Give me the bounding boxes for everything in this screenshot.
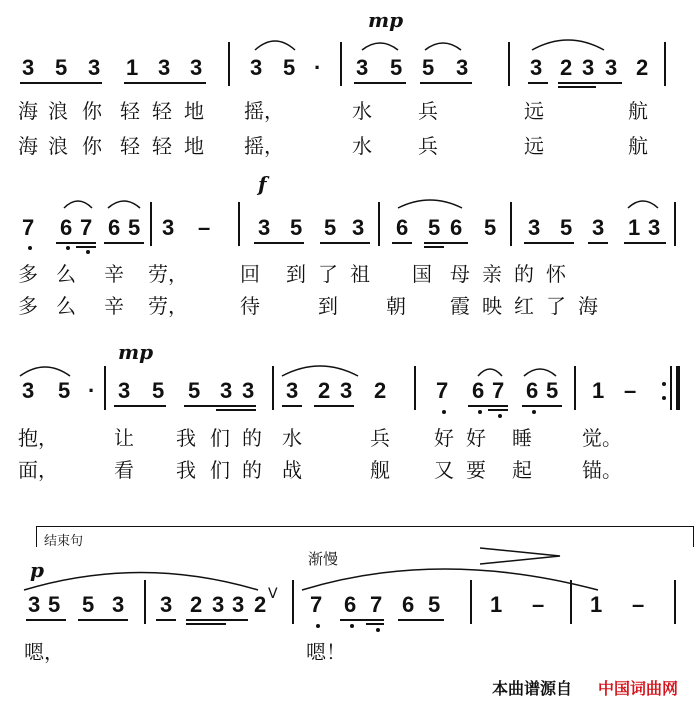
note: 3 [605, 55, 618, 80]
note: 6 [450, 215, 463, 240]
note: 3 [212, 592, 225, 617]
lyric: 起 [512, 458, 532, 482]
breath-mark: V [268, 586, 278, 602]
note: 1 [592, 378, 605, 403]
lyric: 地 [184, 134, 204, 158]
note: 3 [118, 378, 131, 403]
lyric: 水 [352, 134, 372, 158]
note: 5 [324, 215, 337, 240]
lyric: 待 [240, 294, 260, 318]
note: 5 [560, 215, 573, 240]
note: 7 [310, 592, 323, 617]
note: 3 [456, 55, 469, 80]
note: 5 [58, 378, 71, 403]
note: 1 [490, 592, 503, 617]
note: 6 [60, 215, 73, 240]
lyric: 么 [56, 294, 76, 318]
lyric: 舰 [370, 458, 390, 482]
note: 5 [82, 592, 95, 617]
lyric: 水 [352, 99, 372, 123]
underline [366, 623, 384, 625]
note: 3 [162, 215, 175, 240]
note: 5 [188, 378, 201, 403]
lyric: 的 [242, 458, 262, 482]
lyric: 辛 [104, 262, 124, 286]
lyric: 要 [466, 458, 486, 482]
lyric: 水 [282, 426, 302, 450]
barline [470, 580, 472, 624]
lyric: 兵 [418, 134, 438, 158]
note: 7 [80, 215, 93, 240]
dash: – [632, 592, 645, 617]
lyric: 国 [412, 262, 432, 286]
lyric: 母 [450, 262, 470, 286]
note: 5 [428, 592, 441, 617]
dynamic-p: p [30, 558, 44, 582]
lyric: 么 [56, 262, 76, 286]
note: 3 [158, 55, 171, 80]
dash: – [624, 378, 637, 403]
lyric: 多 [18, 294, 38, 318]
note: 3 [286, 378, 299, 403]
dash: – [532, 592, 545, 617]
note: 5 [422, 55, 435, 80]
low-dot [316, 624, 320, 628]
lyric: 让 [114, 426, 134, 450]
note: 5 [152, 378, 165, 403]
dash: – [198, 215, 211, 240]
lyric: 兵 [418, 99, 438, 123]
lyric: 回 [240, 262, 260, 286]
underline [26, 619, 66, 621]
underline [78, 619, 128, 621]
note: 3 [112, 592, 125, 617]
lyric: 了 [318, 262, 338, 286]
lyric: 朝 [386, 294, 406, 318]
note: 3 [28, 592, 41, 617]
lyric: 好 [466, 426, 486, 450]
lyric: 航 [628, 134, 648, 158]
lyric: 摇， [244, 134, 284, 158]
lyric: 摇， [244, 99, 284, 123]
note: 6 [472, 378, 485, 403]
note: 5 [390, 55, 403, 80]
barline [292, 580, 294, 624]
note: 6 [526, 378, 539, 403]
lyric: 远 [524, 99, 544, 123]
low-dot [376, 628, 380, 632]
underline [398, 619, 444, 621]
note: 3 [356, 55, 369, 80]
note: 3 [352, 215, 365, 240]
lyric: 你 [82, 99, 102, 123]
augment-dot: · [88, 378, 96, 403]
tempo-marking: 渐慢 [308, 550, 339, 568]
lyric: 们 [210, 426, 230, 450]
augment-dot: · [314, 55, 322, 80]
underline [156, 619, 176, 621]
lyric: 怀 [546, 262, 566, 286]
dynamic-mp-1: mp [368, 8, 404, 32]
lyric: 地 [184, 99, 204, 123]
lyric: 轻 [120, 99, 140, 123]
lyric: 浪 [48, 134, 68, 158]
note: 3 [258, 215, 271, 240]
note: 3 [22, 55, 35, 80]
note: 5 [546, 378, 559, 403]
dynamic-f: f [258, 172, 267, 196]
note: 7 [436, 378, 449, 403]
note: 3 [220, 378, 233, 403]
underline [186, 619, 248, 621]
underline [340, 619, 384, 621]
lyric: 锚。 [582, 458, 622, 482]
lyric: 睡 [512, 426, 532, 450]
lyric: 轻 [120, 134, 140, 158]
note: 3 [648, 215, 661, 240]
note: 6 [344, 592, 357, 617]
note: 6 [396, 215, 409, 240]
lyric: 又 [434, 458, 454, 482]
lyric: 霞 [450, 294, 470, 318]
lyric: 好 [434, 426, 454, 450]
lyric: 航 [628, 99, 648, 123]
lyric: 觉。 [582, 426, 622, 450]
lyric: 我 [176, 458, 196, 482]
lyric: 劳， [148, 262, 188, 286]
note: 3 [592, 215, 605, 240]
note: 5 [484, 215, 497, 240]
note: 3 [190, 55, 203, 80]
note: 2 [190, 592, 203, 617]
lyric: 我 [176, 426, 196, 450]
lyric: 看 [114, 458, 134, 482]
note: 2 [318, 378, 331, 403]
note: 1 [628, 215, 641, 240]
source-label: 本曲谱源自 [492, 679, 573, 698]
lyric: 到 [286, 262, 306, 286]
underline [186, 623, 226, 625]
note: 2 [254, 592, 267, 617]
note: 7 [22, 215, 35, 240]
lyric: 的 [514, 262, 534, 286]
lyric: 海 [578, 294, 598, 318]
site-name: 中国词曲网 [598, 679, 679, 698]
note: 3 [250, 55, 263, 80]
note: 3 [242, 378, 255, 403]
note: 2 [560, 55, 573, 80]
coda-label: 结束句 [44, 534, 84, 549]
note: 2 [374, 378, 387, 403]
lyric: 到 [318, 294, 338, 318]
lyric: 祖 [350, 262, 370, 286]
lyric: 你 [82, 134, 102, 158]
note: 3 [340, 378, 353, 403]
note: 3 [88, 55, 101, 80]
lyric: 了 [546, 294, 566, 318]
lyric: 兵 [370, 426, 390, 450]
lyric: 辛 [104, 294, 124, 318]
lyric: 轻 [152, 99, 172, 123]
lyric: 亲 [482, 262, 502, 286]
note: 3 [232, 592, 245, 617]
note: 5 [128, 215, 141, 240]
note: 3 [582, 55, 595, 80]
lyric: 嗯！ [306, 640, 346, 664]
lyric: 多 [18, 262, 38, 286]
low-dot [350, 624, 354, 628]
note: 3 [530, 55, 543, 80]
note: 6 [402, 592, 415, 617]
lyric: 远 [524, 134, 544, 158]
note: 7 [370, 592, 383, 617]
note: 3 [528, 215, 541, 240]
barline [570, 580, 572, 624]
note: 1 [126, 55, 139, 80]
lyric: 劳， [148, 294, 188, 318]
note: 5 [428, 215, 441, 240]
note: 5 [48, 592, 61, 617]
dynamic-mp-2: mp [118, 340, 154, 364]
lyric: 海 [18, 99, 38, 123]
final-barline [674, 580, 676, 624]
note: 5 [283, 55, 296, 80]
note: 5 [290, 215, 303, 240]
note: 6 [108, 215, 121, 240]
lyric: 战 [282, 458, 302, 482]
note: 2 [636, 55, 649, 80]
note: 5 [55, 55, 68, 80]
lyric: 抱， [18, 426, 58, 450]
note: 3 [22, 378, 35, 403]
lyric: 海 [18, 134, 38, 158]
lyric: 映 [482, 294, 502, 318]
note: 1 [590, 592, 603, 617]
lyric: 红 [514, 294, 534, 318]
barline [144, 580, 146, 624]
lyric: 嗯， [24, 640, 64, 664]
lyric: 的 [242, 426, 262, 450]
lyric: 轻 [152, 134, 172, 158]
note: 3 [160, 592, 173, 617]
note: 7 [492, 378, 505, 403]
lyric: 面， [18, 458, 58, 482]
lyric: 浪 [48, 99, 68, 123]
lyric: 们 [210, 458, 230, 482]
